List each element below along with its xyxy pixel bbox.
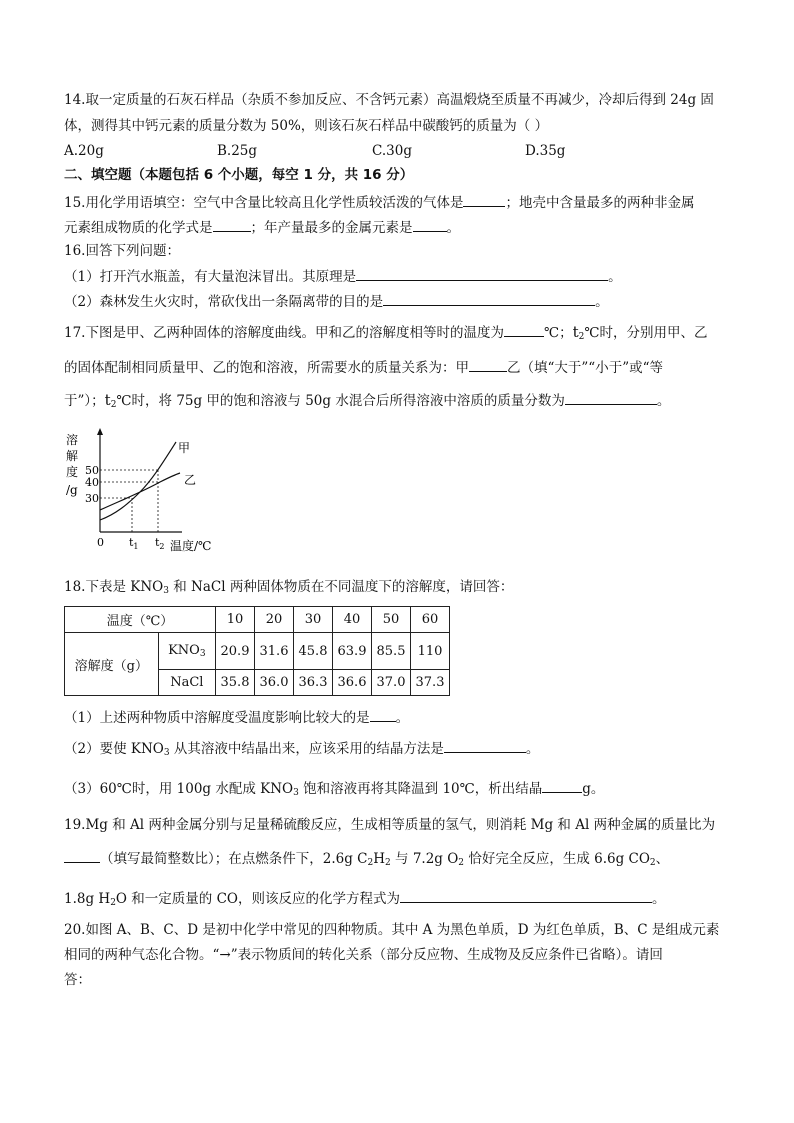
- q18-s3-sub: 3: [293, 788, 299, 798]
- q19-text-e: 、: [655, 851, 670, 867]
- q17-line-1: [64, 322, 707, 346]
- q17-t2-symbol: t: [104, 391, 111, 409]
- graph-origin: 0: [97, 536, 104, 549]
- q18-blank-1[interactable]: [370, 707, 396, 722]
- q18-s3-text-b: 饱和溶液再将其降温到 10℃，析出结晶: [298, 781, 543, 797]
- table-cell: 31.6: [255, 633, 294, 670]
- q18-s2-text-a: （2）要使 KNO: [64, 741, 164, 757]
- table-cell: 85.5: [372, 633, 411, 670]
- table-row-kno3: [65, 633, 450, 670]
- q19-line-3: [64, 888, 665, 912]
- graph-ytick-50: 50: [85, 464, 99, 477]
- solubility-graph: [62, 428, 222, 560]
- q17-text-b: ℃；: [543, 325, 573, 341]
- table-cell: 63.9: [333, 633, 372, 670]
- table-cell: 45.8: [294, 633, 333, 670]
- q19-sub: 2: [385, 858, 391, 868]
- q19-blank-1[interactable]: [64, 848, 100, 863]
- q17-line-2: [64, 357, 663, 377]
- table-cell: 37.0: [372, 670, 411, 696]
- q15-blank-3[interactable]: [413, 217, 447, 232]
- graph-series-jia: 甲: [178, 441, 191, 455]
- q15-blank-1[interactable]: [463, 192, 505, 207]
- q16-blank-2[interactable]: [383, 291, 595, 306]
- q19-sub: 2: [110, 898, 116, 908]
- q15-text-c: 元素组成物质的化学式是: [64, 220, 213, 236]
- graph-xtick-t2: $t_2$: [155, 536, 165, 551]
- q18-s1-text: （1）上述两种物质中溶解度受温度影响比较大的是: [64, 710, 370, 726]
- table-cell: 37.3: [411, 670, 450, 696]
- q17-text-f: 乙（填“大于”“小于”或“等: [507, 360, 664, 376]
- q17-t-sub: 2: [578, 332, 585, 342]
- q17-text-i: 。: [656, 393, 671, 409]
- table-cell: 20.9: [216, 633, 255, 670]
- q16-title: 16.回答下列问题：: [64, 243, 180, 259]
- q17-line-3: [64, 390, 670, 414]
- table-cell: 36.3: [294, 670, 333, 696]
- q19-blank-2[interactable]: [400, 888, 652, 903]
- graph-y-arrow: [97, 428, 103, 435]
- graph-xlabel: 温度/℃: [170, 539, 212, 553]
- q17-blank-3[interactable]: [565, 390, 657, 405]
- curve-jia: [100, 442, 176, 520]
- q14-option-d: D.35g: [525, 143, 566, 159]
- q16-blank-1[interactable]: [356, 266, 608, 281]
- q17-t2-sub: 2: [110, 400, 117, 410]
- q17-text-e: 的固体配制相同质量甲、乙的饱和溶液，所需要水的质量关系为：甲: [64, 360, 469, 376]
- q18-sub-3: [64, 778, 604, 802]
- table-temp: 40: [333, 607, 372, 633]
- q19-text-a: （填写最简整数比）；在点燃条件下，2.6g C: [100, 851, 368, 867]
- q18-title: [64, 578, 513, 600]
- q17-text-d: ℃时，分别用甲、乙: [584, 325, 708, 341]
- q18-s1-end: 。: [395, 710, 410, 726]
- q19-line-1: 19.Mg 和 Al 两种金属分别与足量稀硫酸反应，生成相等质量的氢气，则消耗 Mg 和 Al 两种金属的质量比为: [64, 817, 716, 833]
- kno3-sub: 3: [199, 649, 206, 659]
- q19-text-h: 。: [651, 891, 666, 907]
- table-cell: 36.0: [255, 670, 294, 696]
- q15-text-a: 15.用化学用语填空：空气中含量比较高且化学性质较活泼的气体是: [64, 195, 464, 211]
- q19-text-g: O 和一定质量的 CO，则该反应的化学方程式为: [115, 891, 400, 907]
- q19-text-d: 恰好完全反应，生成 6.6g CO: [464, 851, 650, 867]
- graph-ylabel-0: 溶: [66, 433, 79, 447]
- q15-text-b: ；地壳中含量最多的两种非金属: [505, 195, 695, 211]
- q15-text-d: ；年产量最多的金属元素是: [250, 220, 413, 236]
- table-temp: 10: [216, 607, 255, 633]
- graph-ytick-40: 40: [85, 476, 99, 489]
- table-header-row: [65, 607, 450, 633]
- q14-option-c: C.30g: [372, 143, 412, 159]
- section-2-heading: 二、填空题（本题包括 6 个小题，每空 1 分，共 16 分）: [64, 167, 414, 183]
- q19-text-b: H: [373, 851, 385, 867]
- q16-item-1: [64, 266, 622, 286]
- q18-s2-text-b: 从其溶液中结晶出来，应该采用的结晶方法是: [169, 741, 444, 757]
- q18-s2-sub: 3: [163, 748, 170, 758]
- q16-item-1-end: 。: [608, 269, 622, 285]
- q19-text-f: 1.8g H: [64, 891, 111, 907]
- q18-sub-1: [64, 707, 409, 727]
- graph-ylabel-3: /g: [66, 483, 78, 497]
- q18-blank-3[interactable]: [542, 778, 582, 793]
- table-row-label: 溶解度（g）: [65, 633, 159, 696]
- q16-item-2: [64, 291, 609, 311]
- q18-title-b: 和 NaCl 两种固体物质在不同温度下的溶解度，请回答：: [168, 579, 514, 595]
- q14-option-a: A.20g: [64, 143, 104, 159]
- q19-sub: 2: [367, 858, 374, 868]
- table-cell: 35.8: [216, 670, 255, 696]
- solubility-table: [64, 606, 450, 696]
- graph-ylabel-2: 度: [66, 465, 79, 479]
- q18-s3-end: g。: [582, 781, 605, 797]
- table-cell: 110: [411, 633, 450, 670]
- q20-line-1: 20.如图 A、B、C、D 是初中化学中常见的四种物质。其中 A 为黑色单质，D 为红色单质，B、C 是组成元素: [64, 922, 720, 938]
- q16-item-2-text: （2）森林发生火灾时，常砍伐出一条隔离带的目的是: [64, 294, 384, 310]
- table-kno3-label: [158, 633, 215, 670]
- curve-yi: [100, 473, 180, 510]
- graph-xtick-t1: $t_1$: [129, 536, 139, 551]
- q17-text-g: 于”）；: [64, 393, 105, 409]
- table-nacl-label: NaCl: [158, 670, 215, 696]
- graph-ytick-30: 30: [85, 492, 99, 505]
- q20-line-3: 答：: [64, 972, 91, 988]
- kno3-text: KNO: [168, 643, 200, 658]
- q15-line-2: [64, 217, 460, 237]
- q19-sub: 2: [458, 858, 465, 868]
- q18-title-a: 18.下表是 KNO: [64, 579, 164, 595]
- q17-blank-2[interactable]: [469, 357, 507, 372]
- q18-title-sub: 3: [163, 586, 169, 596]
- q19-sub: 2: [649, 858, 656, 868]
- q14-option-b: B.25g: [217, 143, 258, 159]
- q18-blank-2[interactable]: [444, 738, 526, 753]
- q17-blank-1[interactable]: [504, 322, 544, 337]
- table-temp: 30: [294, 607, 333, 633]
- q18-sub-2: [64, 738, 539, 762]
- q15-blank-2[interactable]: [213, 217, 251, 232]
- q18-s2-end: 。: [525, 741, 540, 757]
- table-temp: 20: [255, 607, 294, 633]
- q16-item-1-text: （1）打开汽水瓶盖，有大量泡沫冒出。其原理是: [64, 269, 357, 285]
- table-temp: 60: [411, 607, 450, 633]
- graph-ylabel-1: 解: [66, 449, 79, 463]
- table-cell: 36.6: [333, 670, 372, 696]
- graph-series-yi: 乙: [184, 473, 197, 487]
- table-header-label: 温度（℃）: [65, 607, 216, 633]
- table-temp: 50: [372, 607, 411, 633]
- q14-line-2: 体，测得其中钙元素的质量分数为 50%，则该石灰石样品中碳酸钙的质量为（ ）: [64, 118, 549, 134]
- q17-text-a: 17.下图是甲、乙两种固体的溶解度曲线。甲和乙的溶解度相等时的温度为: [64, 325, 504, 341]
- q18-s3-text-a: （3）60℃时，用 100g 水配成 KNO: [64, 781, 294, 797]
- q16-item-2-end: 。: [595, 294, 609, 310]
- q17-text-h: ℃时，将 75g 甲的饱和溶液与 50g 水混合后所得溶液中溶质的质量分数为: [116, 393, 565, 409]
- q17-t-symbol: t: [572, 323, 579, 341]
- q19-text-c: 与 7.2g O: [390, 851, 459, 867]
- q15-line-1: [64, 192, 694, 212]
- q15-text-e: 。: [446, 220, 460, 236]
- q20-line-2: 相同的两种气态化合物。“→”表示物质间的转化关系（部分反应物、生成物及反应条件已省略）。请回: [64, 947, 663, 963]
- q14-line-1: 14.取一定质量的石灰石样品（杂质不参加反应、不含钙元素）高温煅烧至质量不再减少，冷却后得到 24g 固: [64, 92, 714, 108]
- q19-line-2: [64, 848, 669, 872]
